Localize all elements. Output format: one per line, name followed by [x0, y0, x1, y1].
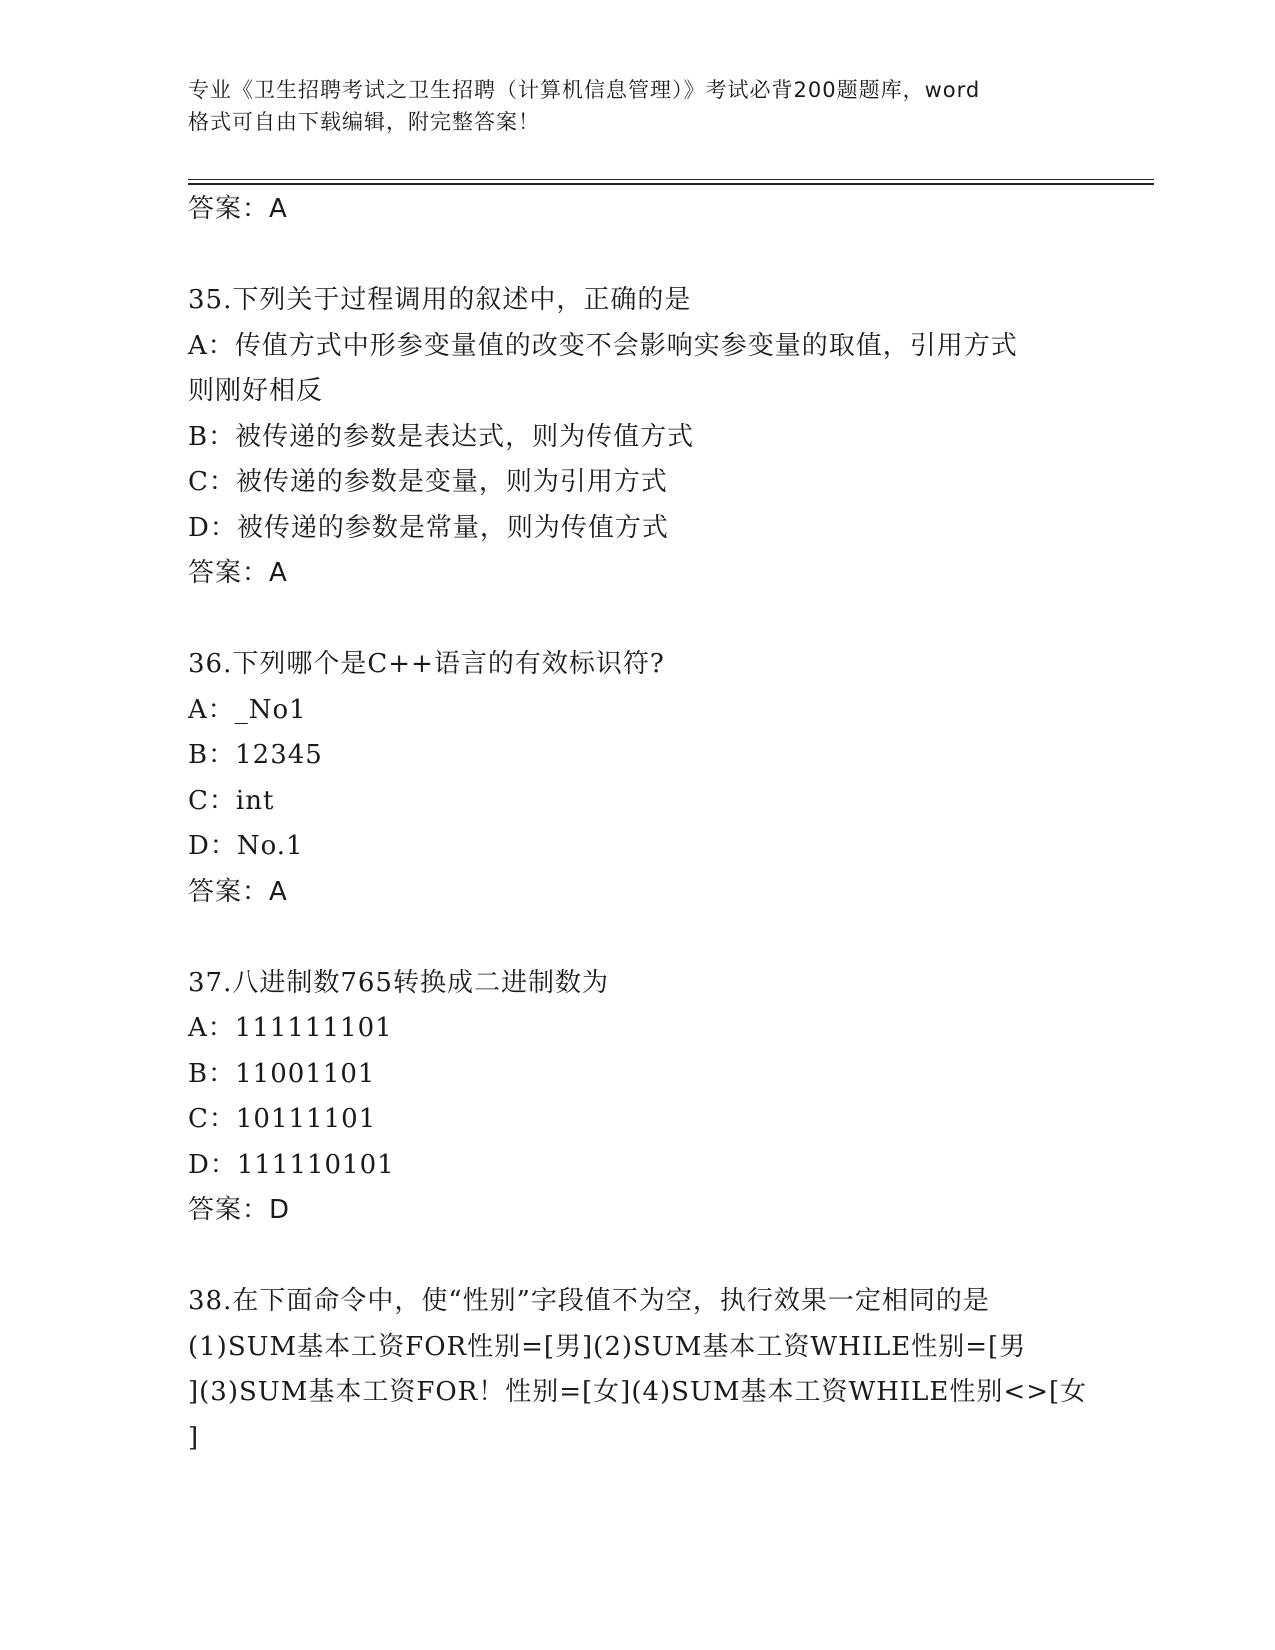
question-35-option-a: A：传值方式中形参变量值的改变不会影响实参变量的取值，引用方式: [188, 330, 1018, 361]
question-35-option-b: B：被传递的参数是表达式，则为传值方式: [188, 421, 695, 452]
question-37-option-a: A：111111101: [188, 1013, 393, 1043]
question-36-option-b: B：12345: [188, 740, 323, 770]
question-37-option-c: C：10111101: [188, 1104, 377, 1134]
question-37: [188, 961, 1088, 1234]
question-37-stem: 37.八进制数765转换成二进制数为: [188, 967, 609, 998]
question-36-stem: 36.下列哪个是C++语言的有效标识符?: [188, 649, 665, 679]
header-line-2: 格式可自由下载编辑，附完整答案！: [188, 110, 540, 134]
question-38-body-2: ](3)SUM基本工资FOR！性别=[女](4)SUM基本工资WHILE性别<>[女: [188, 1377, 1088, 1407]
document-header: [188, 74, 1088, 138]
question-38-stem: 38.在下面命令中，使“性别”字段值不为空，执行效果一定相同的是: [188, 1286, 990, 1316]
question-35-option-d: D：被传递的参数是常量，则为传值方式: [188, 512, 669, 543]
question-35-stem: 35.下列关于过程调用的叙述中，正确的是: [188, 285, 692, 315]
question-38-body-1: (1)SUM基本工资FOR性别=[男](2)SUM基本工资WHILE性别=[男: [188, 1331, 1027, 1362]
question-35-answer: 答案：A: [188, 558, 288, 588]
question-37-option-d: D：111110101: [188, 1149, 395, 1180]
question-35: [188, 278, 1088, 597]
question-content: [188, 187, 1088, 1461]
header-line-1: 专业《卫生招聘考试之卫生招聘（计算机信息管理）》考试必背200题题库，word: [188, 78, 981, 102]
previous-answer: 答案：A: [188, 194, 288, 224]
question-36: [188, 642, 1088, 915]
question-38: [188, 1279, 1088, 1461]
question-38-body-3: ]: [188, 1422, 200, 1453]
question-37-answer: 答案：D: [188, 1195, 291, 1225]
question-35-option-c: C：被传递的参数是变量，则为引用方式: [188, 467, 668, 497]
question-36-option-c: C：int: [188, 785, 275, 816]
question-36-option-a: A：_No1: [188, 694, 307, 725]
question-36-answer: 答案：A: [188, 876, 288, 907]
header-divider-thick: [188, 183, 1154, 185]
question-36-option-d: D：No.1: [188, 831, 304, 861]
header-divider-thin: [188, 179, 1154, 180]
question-35-option-a-cont: 则刚好相反: [188, 376, 324, 406]
question-37-option-b: B：11001101: [188, 1058, 376, 1089]
